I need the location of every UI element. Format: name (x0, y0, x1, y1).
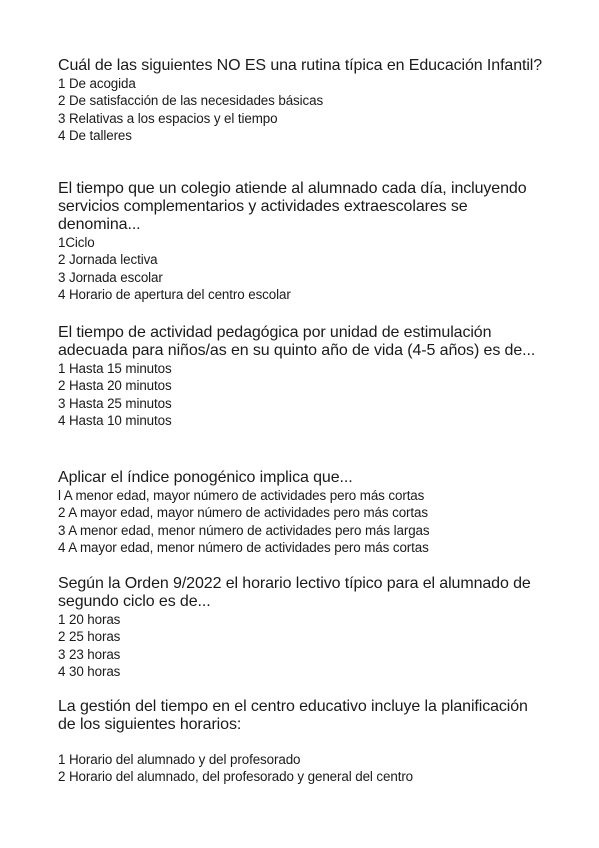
options-list (58, 611, 548, 680)
option: 3 Relativas a los espacios y el tiempo (58, 110, 278, 126)
question-1 (58, 57, 548, 144)
option: 2 25 horas (58, 629, 121, 645)
option: 1 De acogida (58, 76, 136, 91)
options-list (58, 487, 548, 556)
option: 3 A menor edad, menor número de actividades pero más largas (58, 522, 430, 538)
option: 2 De satisfacción de las necesidades básicas (58, 93, 324, 109)
option: l A menor edad, mayor número de actividades pero más cortas (58, 488, 425, 503)
option: 3 Jornada escolar (58, 269, 163, 285)
options-list (58, 75, 548, 144)
question-6 (58, 698, 548, 786)
option: 1 Horario del alumnado y del profesorado (58, 752, 301, 767)
options-list (58, 360, 548, 429)
question-text: Según la Orden 9/2022 el horario lectivo típico para el alumnado de segundo ciclo es de... (58, 575, 531, 610)
option: 1 Hasta 15 minutos (58, 361, 172, 376)
question-text: Cuál de las siguientes NO ES una rutina típica en Educación Infantil? (58, 57, 543, 74)
option: 2 Jornada lectiva (58, 252, 158, 268)
question-5 (58, 575, 548, 680)
option: 1Ciclo (58, 235, 95, 250)
option: 3 Hasta 25 minutos (58, 395, 172, 411)
question-text: La gestión del tiempo en el centro educativo incluye la planificación de los siguientes horarios: (58, 698, 528, 733)
question-text: El tiempo que un colegio atiende al alumnado cada día, incluyendo servicios complementarios y actividades extraescolares se denomina... (58, 180, 527, 233)
question-2 (58, 180, 548, 303)
options-list (58, 234, 548, 303)
question-4 (58, 469, 548, 556)
option: 2 Horario del alumnado, del profesorado y general del centro (58, 769, 414, 785)
blank-line (58, 734, 548, 751)
option: 4 Horario de apertura del centro escolar (58, 286, 291, 302)
option: 4 De talleres (58, 127, 132, 143)
option: 4 Hasta 10 minutos (58, 412, 172, 428)
option: 1 20 horas (58, 612, 121, 627)
options-list (58, 751, 548, 786)
option: 4 A mayor edad, menor número de actividades pero más cortas (58, 539, 429, 555)
question-3 (58, 324, 548, 429)
question-text: El tiempo de actividad pedagógica por unidad de estimulación adecuada para niños/as en su quinto año de vida (4-5 años) es de... (58, 324, 536, 359)
option: 2 Hasta 20 minutos (58, 378, 172, 394)
question-text: Aplicar el índice ponogénico implica que... (58, 469, 353, 486)
option: 2 A mayor edad, mayor número de actividades pero más cortas (58, 505, 428, 521)
option: 4 30 horas (58, 663, 121, 679)
option: 3 23 horas (58, 646, 121, 662)
